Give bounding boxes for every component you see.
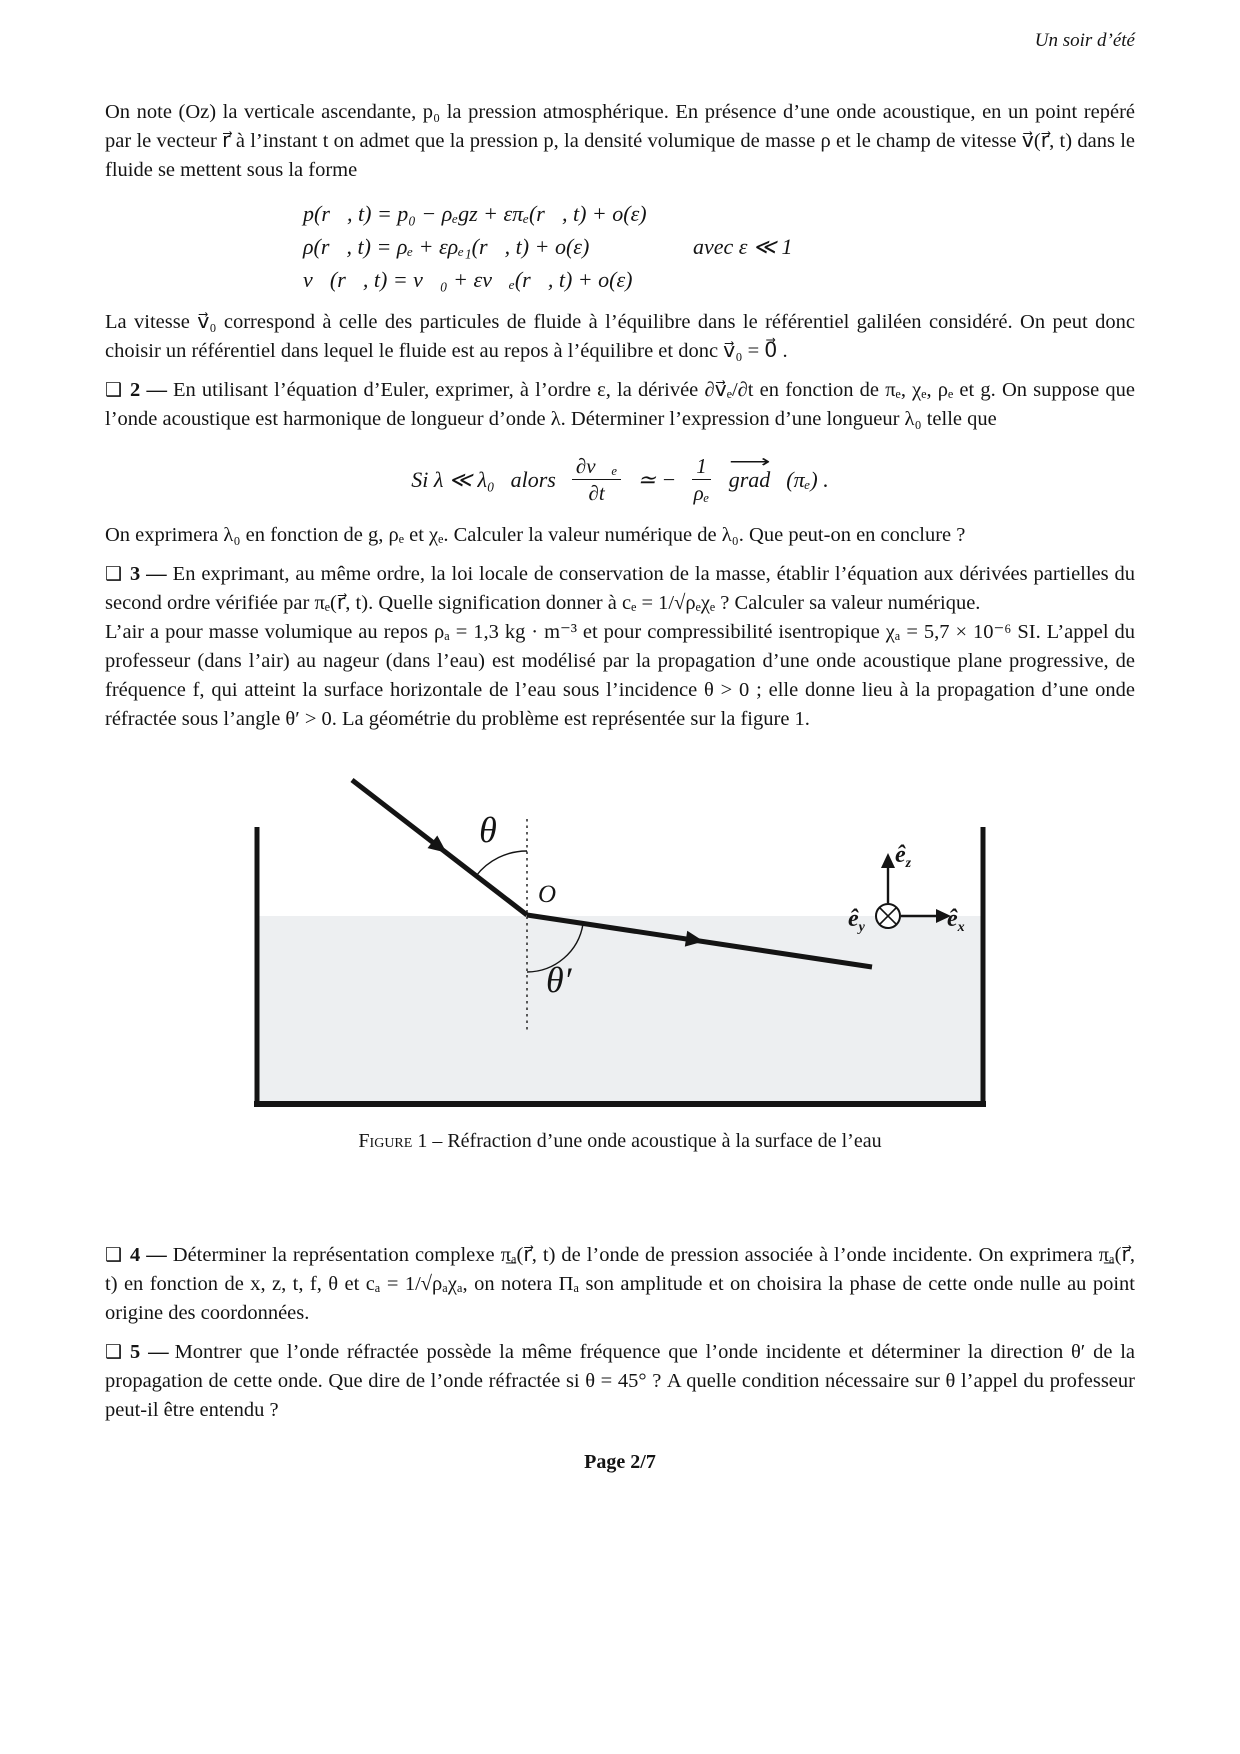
paragraph-lambda0: On exprimera λ₀ en fonction de g, ρₑ et χₑ. Calculer la valeur numérique de λ₀. Que peut-on en conclure ? bbox=[105, 524, 966, 547]
derivative-fraction: $\frac{\text{∂v⃗ₑ}}{\partial t}$ bbox=[572, 454, 622, 505]
question-text: Montrer que l’onde réfractée possède la même fréquence que l’onde incidente et déterminer la direction θ′ de la propagation de cette onde. Que dire de l’onde réfractée si θ = 45° ? A quelle condition nécessaire sur θ l’appel du professeur peut-il être entendu ? bbox=[105, 1341, 1135, 1422]
question-box-icon: ❑ bbox=[105, 1245, 123, 1267]
question-3 bbox=[105, 560, 1135, 618]
question-number: 5 — bbox=[130, 1341, 169, 1364]
equation-side-condition: avec ε ≪ 1 bbox=[693, 234, 793, 259]
lambda0-equation bbox=[105, 451, 1135, 506]
question-5 bbox=[105, 1338, 1135, 1425]
question-box-icon: ❑ bbox=[105, 1342, 123, 1364]
question-box-icon: ❑ bbox=[105, 564, 123, 586]
question-2 bbox=[105, 376, 1135, 434]
pressure-density-velocity-equations bbox=[303, 197, 1135, 296]
theta-prime-label: θ′ bbox=[546, 960, 572, 1001]
refraction-diagram bbox=[250, 742, 990, 1114]
figure-caption-label: Figure 1 bbox=[358, 1130, 428, 1153]
question-text: En exprimant, au même ordre, la loi locale de conservation de la masse, établir l’équation aux dérivées partielles du second ordre vérifiée par πₑ(r⃗, t). Quelle signification donner à cₑ = 1/√ρₑχₑ ? Calculer sa valeur numérique. bbox=[105, 563, 1136, 615]
figure-caption-text: – Réfraction d’une onde acoustique à la surface de l’eau bbox=[432, 1130, 882, 1153]
paragraph-air: L’air a pour masse volumique au repos ρₐ = 1,3 kg · m⁻³ et pour compressibilité isentropique χₐ = 5,7 × 10⁻⁶ SI. L’appel du professeur (dans l’air) au nageur (dans l’eau) est modélisé par la propagation d’une onde acoustique plane progressive, de fréquence f, qui atteint la surface horizontale de l’eau sous l’incidence θ > 0 ; elle donne lieu à la propagation d’une onde réfractée sous l’angle θ′ > 0. La géométrie du problème est représentée sur la figure 1. bbox=[105, 621, 1135, 731]
eq-argument: (πₑ) . bbox=[786, 466, 829, 492]
ez-label: $ê_z$ bbox=[895, 842, 912, 872]
equation-pressure: p(r⃗, t) = p₀ − ρₑgz + επₑ(r⃗, t) + o(ε) bbox=[303, 201, 647, 226]
theta-label: θ bbox=[479, 810, 497, 851]
eq-relation: ≃ − bbox=[637, 466, 677, 492]
eq-alors: alors bbox=[510, 466, 556, 492]
inverse-rho-fraction: $\frac{1}{\text{ρₑ}}$ bbox=[693, 454, 710, 506]
grad-operator: ⟶ grad bbox=[729, 467, 771, 493]
figure-1 bbox=[105, 742, 1135, 1114]
question-4 bbox=[105, 1241, 1135, 1328]
question-number: 2 — bbox=[130, 379, 167, 401]
ez-arrow-icon bbox=[881, 853, 895, 868]
equation-density: ρ(r⃗, t) = ρₑ + ερₑ₁(r⃗, t) + o(ε) bbox=[303, 234, 590, 259]
page-number: Page 2/7 bbox=[584, 1451, 656, 1474]
question-number: 4 — bbox=[130, 1244, 167, 1267]
water-region bbox=[259, 916, 981, 1103]
question-text: En utilisant l’équation d’Euler, exprimer, à l’ordre ε, la dérivée ∂v⃗ₑ/∂t en fonction de πₑ, χₑ, ρₑ et g. On suppose que l’onde acoustique est harmonique de longueur d’onde λ. Déterminer l’expression d’une longueur λ₀ telle que bbox=[105, 379, 1136, 430]
equation-velocity: v⃗(r⃗, t) = v⃗₀ + εv⃗ₑ(r⃗, t) + o(ε) bbox=[303, 267, 633, 292]
eq-condition: Si λ ≪ λ₀ bbox=[411, 466, 495, 492]
intro-paragraph: On note (Oz) la verticale ascendante, p₀ la pression atmosphérique. En présence d’une onde acoustique, en un point repéré par le vecteur r⃗ à l’instant t on admet que la pression p, la densité volumique de masse ρ et le champ de vitesse v⃗(r⃗, t) dans le fluide se mettent sous la forme bbox=[105, 101, 1135, 181]
theta-arc bbox=[476, 851, 527, 876]
running-header: Un soir d’été bbox=[1034, 30, 1135, 51]
paragraph-v0: La vitesse v⃗₀ correspond à celle des particules de fluide à l’équilibre dans le référentiel galiléen considéré. On peut donc choisir un référentiel dans lequel le fluide est au repos à l’équilibre et donc v⃗₀ = 0⃗ . bbox=[105, 311, 1135, 362]
question-text: Déterminer la représentation complexe π̲ₐ(r⃗, t) de l’onde de pression associée à l’onde incidente. On exprimera π̲ₐ(r⃗, t) en fonction de x, z, t, f, θ et cₐ = 1/√ρₐχₐ, on notera Πₐ son amplitude et on choisira la phase de cette onde nulle au point origine des coordonnées. bbox=[105, 1244, 1136, 1325]
ey-label: $ê_y$ bbox=[848, 906, 865, 936]
ex-label: $ê_x$ bbox=[947, 906, 965, 936]
grad-arrow-icon: ⟶ bbox=[728, 451, 771, 471]
question-box-icon: ❑ bbox=[105, 380, 123, 401]
question-number: 3 — bbox=[130, 563, 167, 586]
origin-label: O bbox=[538, 881, 557, 909]
figure-caption bbox=[105, 1130, 1135, 1153]
